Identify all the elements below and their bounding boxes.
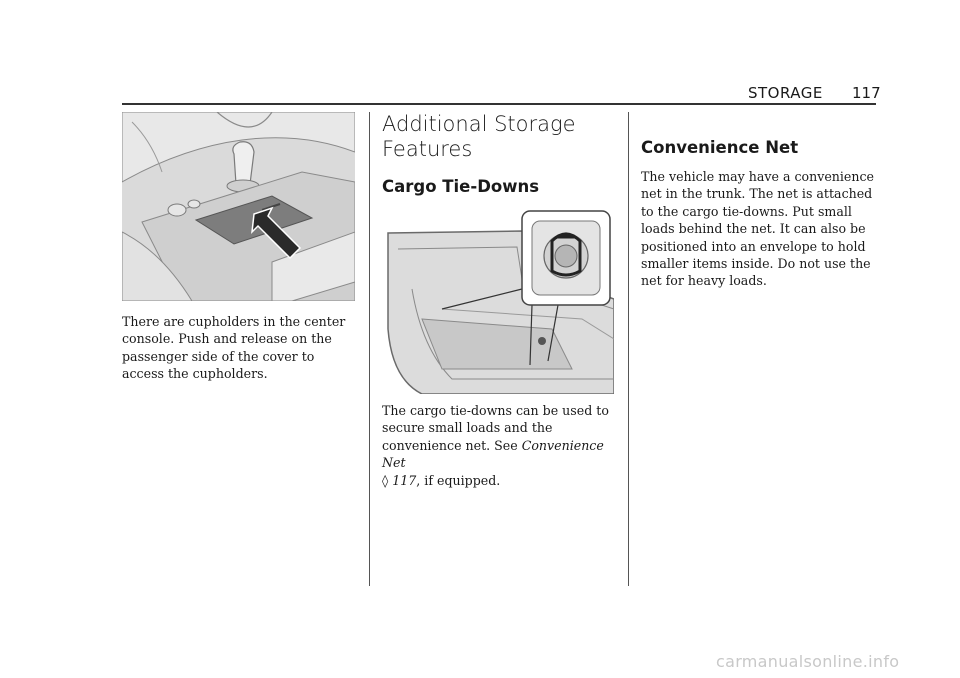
- column-divider-right: [628, 112, 629, 586]
- right-column: [641, 138, 877, 290]
- convenience-net-paragraph: The vehicle may have a convenience net in the trunk. The net is attached to the cargo tie-downs. Put small loads behind the net. It can also be positioned into an envelope to hold smaller items inside. Do not use the net for heavy loads.: [641, 169, 875, 289]
- center-console-cupholder-illustration: [122, 112, 355, 301]
- cargo-tie-downs-heading: Cargo Tie-Downs: [382, 177, 540, 196]
- column-divider-left: [369, 112, 370, 586]
- page-number: 117: [852, 84, 881, 102]
- cargo-tie-down-illustration: [382, 209, 614, 394]
- cargo-text-before-ref: The cargo tie-downs can be used to secure small loads and the convenience net. See: [382, 403, 609, 453]
- cargo-tie-downs-paragraph: [382, 402, 616, 489]
- middle-column: [382, 112, 616, 489]
- left-column: [122, 112, 356, 383]
- convenience-net-ref[interactable]: Convenience Net: [382, 437, 604, 471]
- running-header-section: STORAGE: [748, 84, 823, 102]
- header-rule: [122, 103, 876, 105]
- convenience-net-heading: Convenience Net: [641, 138, 799, 157]
- cupholder-paragraph: There are cupholders in the center console. Push and release on the passenger side of the cover to access the cupholders.: [122, 314, 346, 382]
- section-title: Additional Storage Features: [382, 112, 576, 161]
- ref-page-glyph: ◊: [382, 472, 389, 488]
- ref-page-number[interactable]: 117: [392, 472, 417, 488]
- cargo-text-after-ref: , if equipped.: [416, 472, 501, 488]
- watermark: carmanualsonline.info: [716, 652, 900, 671]
